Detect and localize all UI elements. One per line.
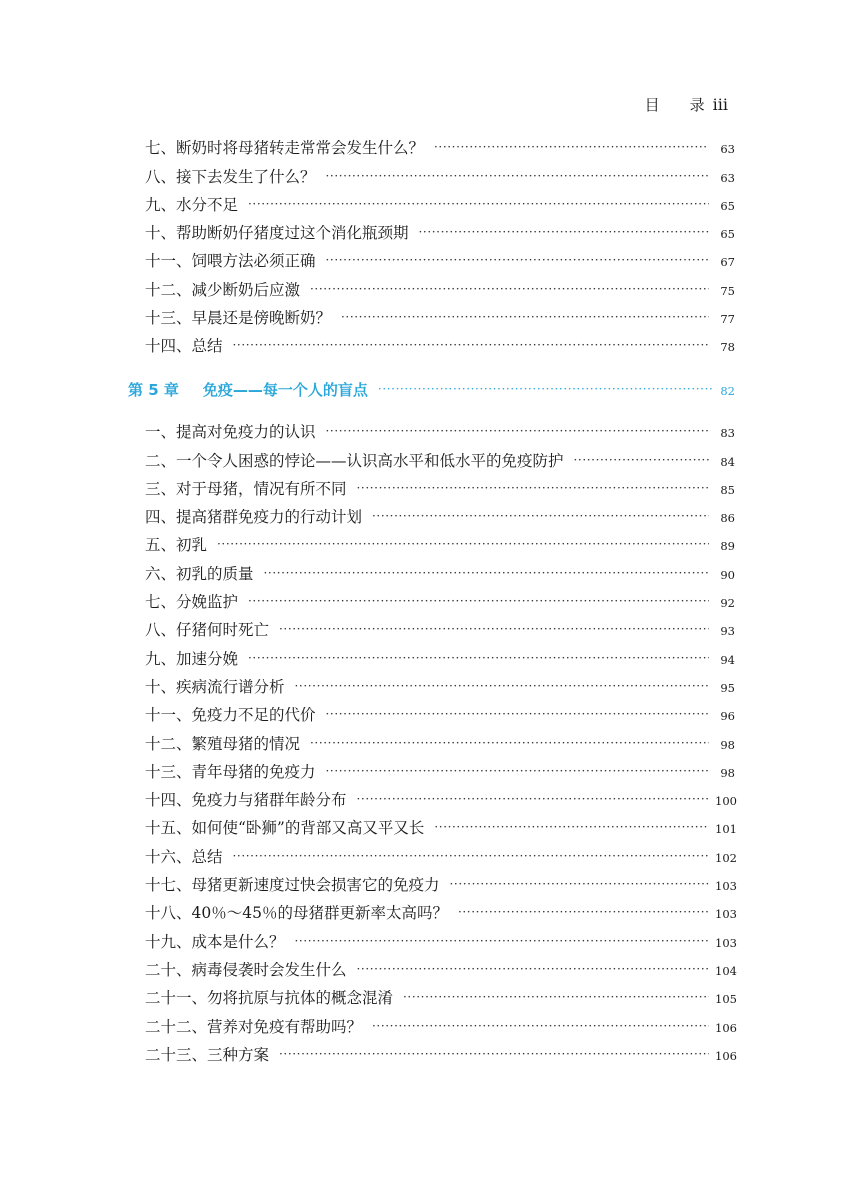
running-header (645, 94, 728, 115)
toc-entry-page-number: 106 (715, 1048, 737, 1063)
toc-entry-title: 八、仔猪何时死亡 (145, 621, 270, 640)
toc-entry-page-number: 89 (720, 539, 735, 554)
toc-entry[interactable] (145, 584, 735, 612)
dot-leader (326, 424, 709, 438)
toc-entry[interactable] (145, 612, 735, 640)
toc-entry-page-number: 63 (720, 142, 735, 157)
toc-entry-page-number: 67 (720, 255, 735, 270)
toc-entry[interactable] (145, 923, 735, 951)
dot-leader (264, 566, 709, 580)
toc-entry[interactable] (145, 499, 735, 527)
chapter-title: 免疫——每一个人的盲点 (202, 381, 368, 399)
dot-leader (326, 169, 709, 183)
dot-leader (403, 990, 709, 1004)
toc-entry[interactable] (145, 810, 735, 838)
dot-leader (279, 622, 709, 636)
toc-entry-page-number: 85 (720, 482, 735, 497)
dot-leader (434, 140, 709, 154)
toc-entry-title: 八、接下去发生了什么？ (145, 167, 316, 186)
toc-entry-page-number: 77 (720, 312, 735, 327)
toc-entry-page-number: 103 (715, 879, 737, 894)
toc-entry[interactable] (145, 130, 735, 158)
dot-leader (357, 792, 709, 806)
dot-leader (574, 453, 709, 467)
dot-leader (458, 905, 709, 919)
toc-entry[interactable] (145, 414, 735, 442)
toc-entry-title: 十一、免疫力不足的代价 (145, 706, 316, 725)
toc-entry-title: 九、加速分娩 (145, 649, 239, 668)
dot-leader (217, 537, 709, 551)
dot-leader (248, 594, 709, 608)
toc-entry[interactable] (145, 867, 735, 895)
toc-entry-page-number: 96 (720, 709, 735, 724)
dot-leader (233, 338, 709, 352)
toc-entry-page-number: 100 (715, 794, 737, 809)
toc-chapter-heading[interactable] (128, 372, 735, 400)
toc-entry-title: 十四、免疫力与猪群年龄分布 (145, 791, 347, 810)
toc-entry-title: 二、一个令人困惑的悖论——认识高水平和低水平的免疫防护 (145, 451, 564, 470)
toc-entry-title: 二十、病毒侵袭时会发生什么 (145, 960, 347, 979)
toc-entry-title: 十七、母猪更新速度过快会损害它的免疫力 (145, 876, 440, 895)
dot-leader (295, 934, 709, 948)
toc-entry-title: 三、对于母猪，情况有所不同 (145, 479, 347, 498)
dot-leader (357, 481, 709, 495)
toc-entry-page-number: 98 (720, 737, 735, 752)
toc-entry[interactable] (145, 300, 735, 328)
toc-entry-title: 十、帮助断奶仔猪度过这个消化瓶颈期 (145, 224, 409, 243)
toc-entry[interactable] (145, 527, 735, 555)
toc-entry-title: 七、分娩监护 (145, 593, 239, 612)
toc-entry-page-number: 94 (720, 652, 735, 667)
toc-entry[interactable] (145, 754, 735, 782)
toc-entry-title: 十三、早晨还是傍晚断奶？ (145, 309, 332, 328)
header-word-lu: 录 (689, 96, 705, 114)
toc-entry-page-number: 75 (720, 283, 735, 298)
chapter-number: 第 5 章 (128, 381, 179, 399)
toc-entry[interactable] (145, 158, 735, 186)
dot-leader (248, 651, 709, 665)
toc-entry-title: 十五、如何使“卧狮”的背部又高又平又长 (145, 819, 425, 838)
toc-entry-page-number: 95 (720, 680, 735, 695)
dot-leader (372, 509, 709, 523)
toc-entry-page-number: 98 (720, 765, 735, 780)
toc-entry-title: 十一、饲喂方法必须正确 (145, 252, 316, 271)
toc-entry-page-number: 90 (720, 567, 735, 582)
dot-leader (450, 877, 709, 891)
toc-entry-title: 十二、减少断奶后应激 (145, 280, 301, 299)
toc-entry-page-number: 65 (720, 198, 735, 213)
toc-entry-page-number: 83 (720, 426, 735, 441)
dot-leader (341, 310, 709, 324)
toc-entry-page-number: 65 (720, 227, 735, 242)
toc-entry[interactable] (145, 980, 735, 1008)
toc-entry[interactable] (145, 442, 735, 470)
toc-entry[interactable] (145, 215, 735, 243)
dot-leader (233, 849, 709, 863)
toc-entry-title: 一、提高对免疫力的认识 (145, 423, 316, 442)
toc-entry-page-number: 86 (720, 511, 735, 526)
dot-leader (310, 282, 709, 296)
dot-leader (434, 820, 709, 834)
toc-entry-page-number: 84 (720, 454, 735, 469)
dot-leader (378, 382, 714, 396)
toc-entry-title: 四、提高猪群免疫力的行动计划 (145, 508, 363, 527)
toc-entry[interactable] (145, 640, 735, 668)
toc-entry-page-number: 102 (715, 850, 737, 865)
toc-entry-title: 六、初乳的质量 (145, 564, 254, 583)
toc-entry-page-number: 106 (715, 1020, 737, 1035)
toc-entry[interactable] (145, 271, 735, 299)
dot-leader (279, 1047, 709, 1061)
toc-section-b (145, 414, 735, 1065)
toc-entry-page-number: 92 (720, 596, 735, 611)
header-word-mu: 目 (644, 96, 660, 114)
toc-entry[interactable] (145, 328, 735, 356)
toc-entry[interactable] (145, 471, 735, 499)
toc-entry-page-number: 104 (715, 963, 737, 978)
toc-entry[interactable] (145, 697, 735, 725)
toc-entry-page-number: 103 (715, 935, 737, 950)
toc-entry-title: 七、断奶时将母猪转走常常会发生什么？ (145, 139, 425, 158)
dot-leader (326, 764, 709, 778)
toc-entry-title: 十八、40％～45％的母猪群更新率太高吗？ (145, 904, 448, 923)
header-page-number: iii (712, 95, 728, 114)
dot-leader (326, 707, 709, 721)
dot-leader (372, 1019, 709, 1033)
toc-entry[interactable] (145, 952, 735, 980)
toc-entry-title: 十四、总结 (145, 337, 223, 356)
chapter-page-number: 82 (720, 384, 735, 398)
dot-leader (310, 736, 709, 750)
toc-entry-title: 十三、青年母猪的免疫力 (145, 762, 316, 781)
toc-entry-title: 十九、成本是什么？ (145, 932, 285, 951)
toc-entry[interactable] (145, 669, 735, 697)
toc-entry[interactable] (145, 1037, 735, 1065)
toc-entry[interactable] (145, 243, 735, 271)
toc-entry[interactable] (145, 187, 735, 215)
dot-leader (357, 962, 709, 976)
toc-entry-title: 二十一、勿将抗原与抗体的概念混淆 (145, 989, 394, 1008)
toc-entry-title: 五、初乳 (145, 536, 208, 555)
toc-entry-title: 十六、总结 (145, 847, 223, 866)
dot-leader (295, 679, 709, 693)
toc-entry-title: 十、疾病流行谱分析 (145, 677, 285, 696)
toc-entry-page-number: 101 (715, 822, 737, 837)
dot-leader (326, 253, 709, 267)
toc-entry[interactable] (145, 895, 735, 923)
dot-leader (248, 197, 709, 211)
toc-entry[interactable] (145, 725, 735, 753)
toc-entry[interactable] (145, 555, 735, 583)
toc-entry-title: 二十二、营养对免疫有帮助吗？ (145, 1017, 363, 1036)
toc-entry[interactable] (145, 1008, 735, 1036)
toc-entry-title: 二十三、三种方案 (145, 1045, 270, 1064)
dot-leader (419, 225, 709, 239)
toc-entry-page-number: 93 (720, 624, 735, 639)
toc-entry-title: 九、水分不足 (145, 195, 239, 214)
toc-entry-page-number: 78 (720, 340, 735, 355)
toc-entry[interactable] (145, 782, 735, 810)
toc-entry-title: 十二、繁殖母猪的情况 (145, 734, 301, 753)
toc-entry-page-number: 103 (715, 907, 737, 922)
toc-section-a (145, 130, 735, 356)
toc-entry-page-number: 105 (715, 992, 737, 1007)
toc-entry-page-number: 63 (720, 170, 735, 185)
toc-entry[interactable] (145, 838, 735, 866)
